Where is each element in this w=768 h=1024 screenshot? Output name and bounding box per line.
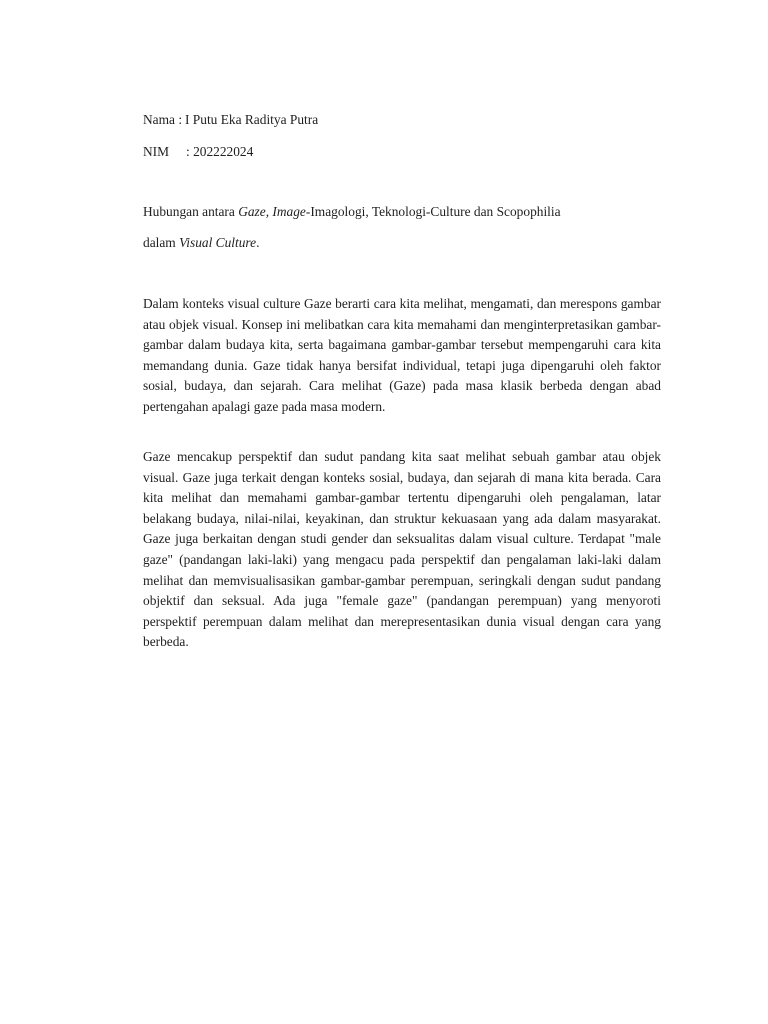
body-paragraph: Dalam konteks visual culture Gaze berarti cara kita melihat, mengamati, dan merespons gambar atau objek visual. Konsep ini melibatkan cara kita memahami dan menginterpretasikan gambar-gambar dalam budaya kita, serta bagaimana gambar-gambar tersebut mempengaruhi cara kita memandang dunia. Gaze tidak hanya bersifat individual, tetapi juga dipengaruhi oleh faktor sosial, budaya, dan sejarah. Cara melihat (Gaze) pada masa klasik berbeda dengan abad pertengahan apalagi gaze pada masa modern. (143, 296, 661, 414)
title-line-1-part-3: -Imagologi, Teknologi-Culture dan Scopophilia (305, 204, 561, 219)
title-line-1-italic: Gaze, Image (238, 204, 306, 219)
essay-title-line-2 (143, 234, 259, 252)
title-line-2-part-3: . (256, 235, 260, 250)
nim-value: : 202222024 (186, 144, 254, 159)
body-paragraph: Gaze mencakup perspektif dan sudut pandang kita saat melihat sebuah gambar atau objek visual. Gaze juga terkait dengan konteks sosial, budaya, dan sejarah di mana kita berada. Cara kita melihat dan memahami gambar-gambar tertentu dipengaruhi oleh pengalaman, latar belakang budaya, nilai-nilai, keyakinan, dan struktur kekuasaan yang ada dalam masyarakat. Gaze juga berkaitan dengan studi gender dan seksualitas dalam visual culture. Terdapat "male gaze" (pandangan laki-laki) yang mengacu pada perspektif dan pengalaman laki-laki dalam melihat dan memvisualisasikan gambar-gambar perempuan, seringkali dengan sudut pandang objektif dan seksual. Ada juga "female gaze" (pandangan perempuan) yang menyoroti perspektif perempuan dalam melihat dan merepresentasikan dunia visual dengan cara yang berbeda. (143, 449, 661, 650)
name-value: I Putu Eka Raditya Putra (185, 112, 319, 127)
student-name-row (143, 111, 319, 129)
name-label: Nama : (143, 112, 183, 127)
title-line-1-part-1: Hubungan antara (143, 204, 239, 219)
essay-title-line-1 (143, 203, 561, 221)
title-line-2-part-1: dalam (143, 235, 180, 250)
nim-label: NIM (143, 144, 170, 159)
student-id-row (143, 143, 254, 161)
title-line-2-italic: Visual Culture (179, 235, 257, 250)
